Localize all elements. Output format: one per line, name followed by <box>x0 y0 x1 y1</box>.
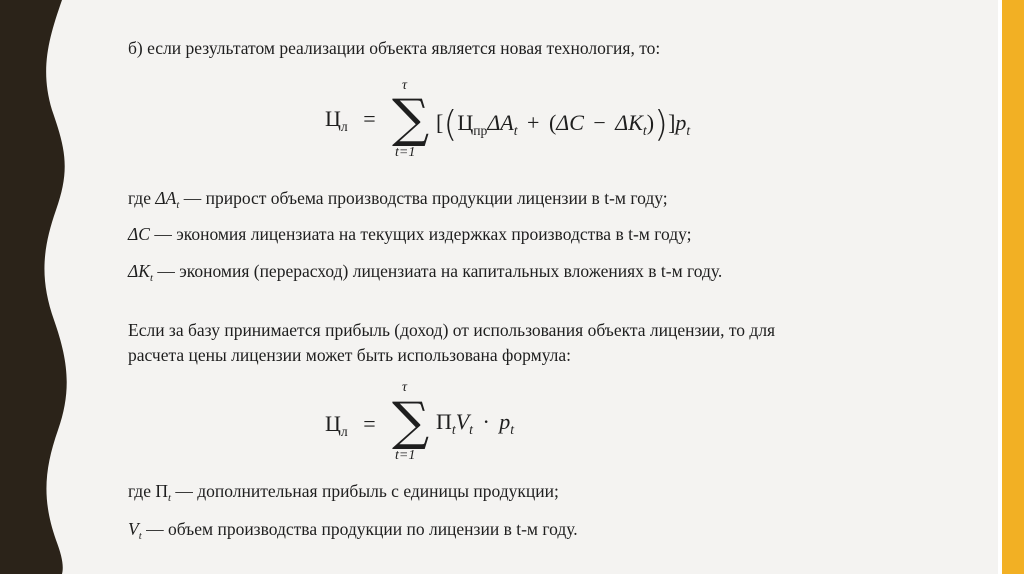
formula2-lhs: $Ц_л$ = <box>325 411 376 439</box>
formula1-sum-upper: τ <box>402 78 408 93</box>
formula2-sigma: ∑ <box>392 392 430 452</box>
left-wavy-border <box>0 0 80 574</box>
definition-profit: где $П_t$ — дополнительная прибыль с единицы продукции; <box>128 481 559 504</box>
formula2-sum-upper: τ <box>402 380 408 395</box>
formula1-lhs: $Ц_л$ = <box>325 106 376 134</box>
definition-volume: $V_t$ — объем производства продукции по лицензии в t-м году. <box>128 519 578 542</box>
formula2-body: $П_tV_t \cdot p_t$ <box>436 409 515 437</box>
paragraph-line-1: Если за базу принимается прибыль (доход) от использования объекта лицензии, то для <box>128 320 776 340</box>
definition-delta-c: ΔC — экономия лицензиата на текущих издержках производства в t-м году; <box>128 224 692 244</box>
paragraph-line-2: расчета цены лицензии может быть использована формула: <box>128 345 572 365</box>
intro-text: б) если результатом реализации объекта является новая технология, то: <box>128 38 661 58</box>
definition-delta-a: где $\Delta A_t$ — прирост объема производства продукции лицензии в t-м году; <box>128 188 668 211</box>
right-accent-bar <box>1002 0 1024 574</box>
formula1-sum-lower: t=1 <box>395 145 416 160</box>
formula1-sigma: ∑ <box>392 89 430 149</box>
definition-delta-k: $\Delta K_t$ — экономия (перерасход) лицензиата на капитальных вложениях в t-м году. <box>128 261 723 284</box>
formula2-sum-lower: t=1 <box>395 448 416 463</box>
formula1-body: $[(Ц_{пр}\Delta A_t + (\Delta C - \Delta K_t))]p_t$ <box>436 104 691 145</box>
